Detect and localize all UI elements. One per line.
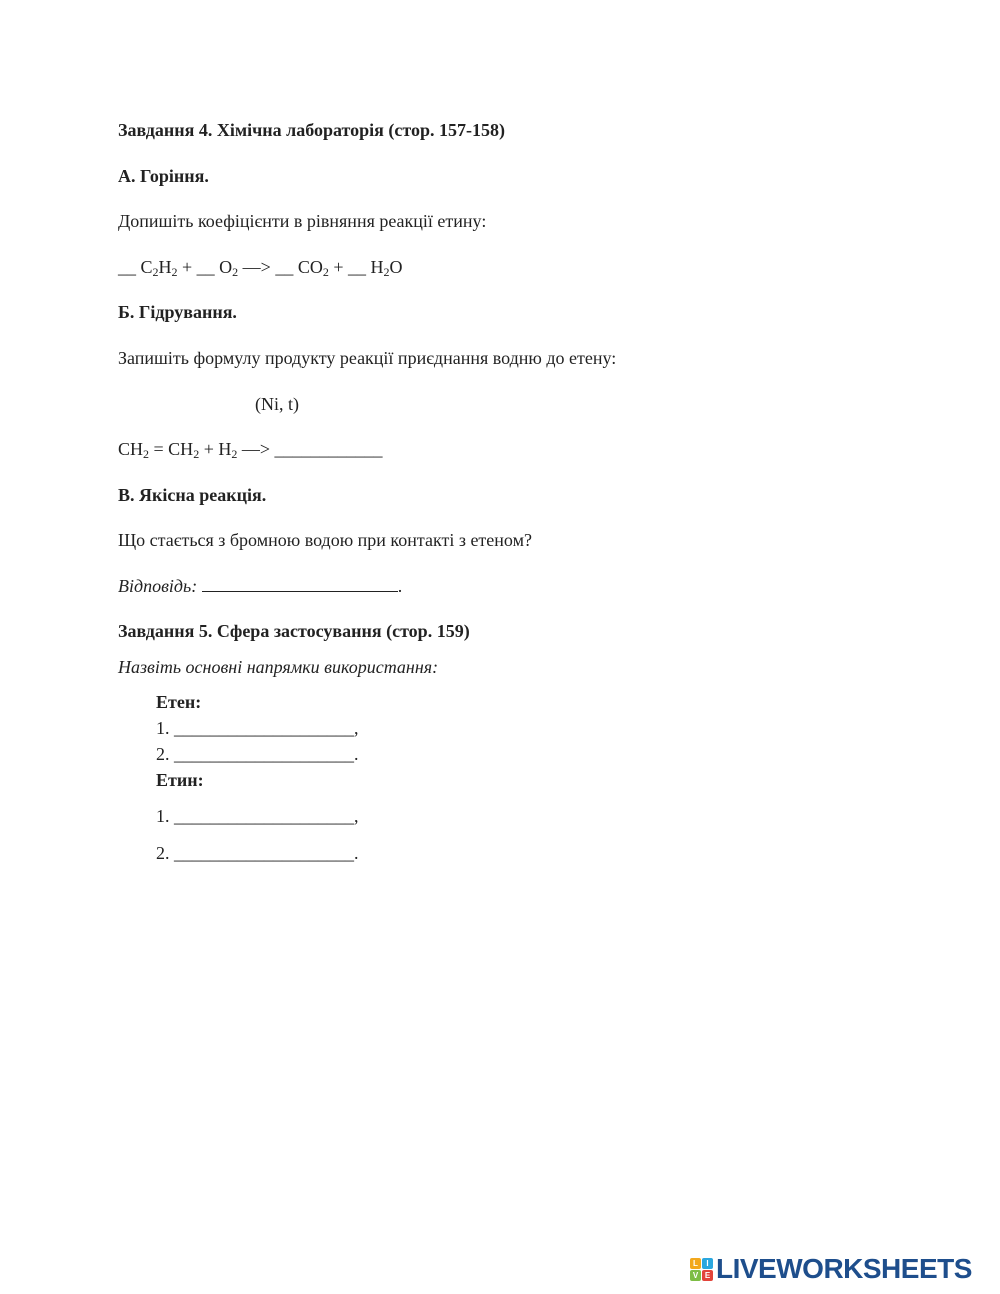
punctuation: , <box>354 806 359 826</box>
item-number: 2. <box>156 843 170 863</box>
h-symbol: H <box>370 257 384 277</box>
answer-label: Відповідь: <box>118 576 198 596</box>
logo-icon <box>690 1258 713 1281</box>
coef-blank-co2[interactable]: __ <box>275 257 294 277</box>
section-b-heading: Б. Гідрування. <box>118 302 237 322</box>
coef-blank-h2o[interactable]: __ <box>348 257 366 277</box>
arrow: —> <box>242 257 271 277</box>
ethyne-use-blank-1[interactable]: ____________________ <box>174 806 354 826</box>
task5-instruction: Назвіть основні напрямки використання: <box>118 657 439 677</box>
logo-text: LIVEWORKSHEETS <box>716 1253 972 1284</box>
o-symbol: O <box>389 257 403 277</box>
task4-title: Завдання 4. Хімічна лабораторія (стор. 157-158) <box>118 120 505 140</box>
section-a-heading: А. Горіння. <box>118 166 209 186</box>
subscript: 2 <box>231 447 238 461</box>
punctuation: . <box>354 744 359 764</box>
o-symbol: O <box>219 257 233 277</box>
subscript: 2 <box>322 265 329 279</box>
list-item <box>156 717 359 739</box>
h-symbol: H <box>158 257 172 277</box>
plus-sign: + <box>182 257 193 277</box>
co-symbol: CO <box>297 257 323 277</box>
bromine-answer-blank[interactable] <box>202 575 398 592</box>
section-c-question: Що стається з бромною водою при контакті з етеном? <box>118 530 532 550</box>
h-symbol: H <box>218 439 232 459</box>
ethene-use-blank-2[interactable]: ____________________ <box>174 744 354 764</box>
hydrogenation-equation <box>118 438 383 460</box>
section-b-instruction: Запишіть формулу продукту реакції приєднання водню до етену: <box>118 348 617 368</box>
ethene-label: Етен: <box>156 692 202 712</box>
ethene-use-blank-1[interactable]: ____________________ <box>174 718 354 738</box>
punctuation: . <box>354 843 359 863</box>
ethyne-use-blank-2[interactable]: ____________________ <box>174 843 354 863</box>
logo-letter: V <box>690 1270 701 1281</box>
logo-letter: I <box>702 1258 713 1269</box>
subscript: 2 <box>383 265 390 279</box>
reaction-condition: (Ni, t) <box>255 394 299 414</box>
section-a-instruction: Допишіть коефіцієнти в рівняння реакції етину: <box>118 211 487 231</box>
combustion-equation <box>118 256 403 278</box>
item-number: 1. <box>156 718 170 738</box>
punctuation: , <box>354 718 359 738</box>
list-item <box>156 743 359 765</box>
section-c-heading: В. Якісна реакція. <box>118 485 267 505</box>
item-number: 1. <box>156 806 170 826</box>
ch-symbol: CH <box>168 439 194 459</box>
ch-symbol: CH <box>118 439 144 459</box>
task5-title: Завдання 5. Сфера застосування (стор. 159) <box>118 621 470 641</box>
list-item <box>156 805 359 827</box>
list-item <box>156 842 359 864</box>
item-number: 2. <box>156 744 170 764</box>
logo-letter: E <box>702 1270 713 1281</box>
subscript: 2 <box>232 265 239 279</box>
c-symbol: C <box>140 257 153 277</box>
plus-sign: + <box>333 257 344 277</box>
subscript: 2 <box>171 265 178 279</box>
period: . <box>397 576 403 596</box>
coef-blank-c2h2[interactable]: __ <box>118 257 136 277</box>
answer-row <box>118 575 402 597</box>
liveworksheets-logo <box>690 1254 972 1284</box>
subscript: 2 <box>143 447 150 461</box>
double-bond: = <box>153 439 164 459</box>
product-answer-blank[interactable]: ____________ <box>274 439 383 459</box>
logo-letter: L <box>690 1258 701 1269</box>
subscript: 2 <box>152 265 159 279</box>
ethyne-label: Етин: <box>156 770 204 790</box>
arrow: —> <box>241 439 270 459</box>
subscript: 2 <box>193 447 200 461</box>
plus-sign: + <box>203 439 214 459</box>
coef-blank-o2[interactable]: __ <box>196 257 215 277</box>
